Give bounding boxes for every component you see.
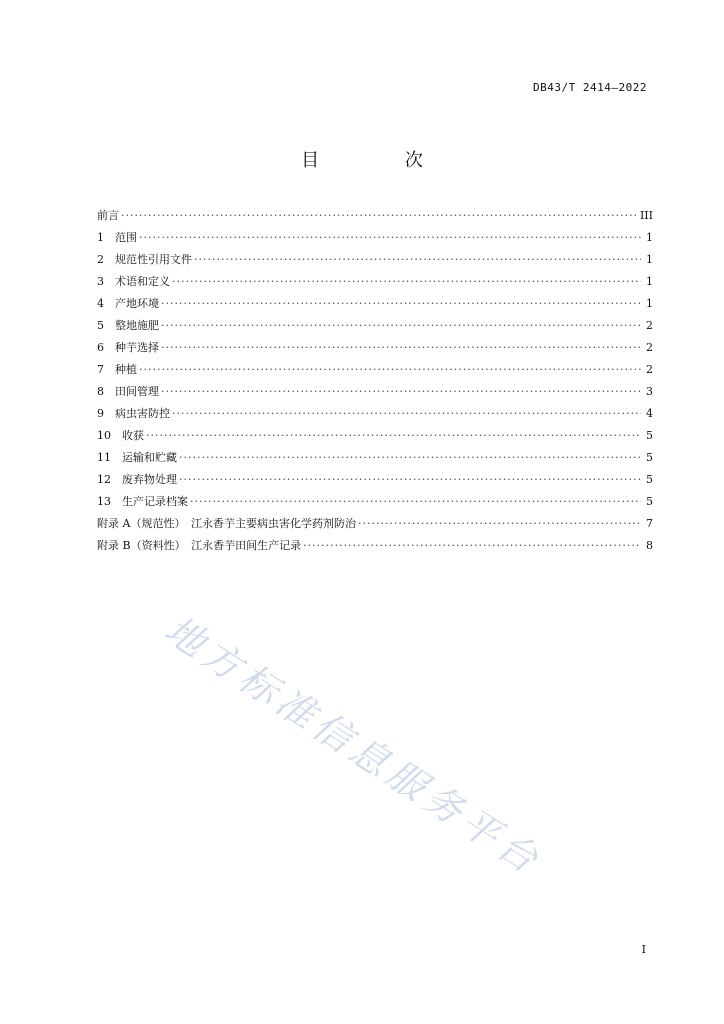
toc-entry-page: 1 — [646, 297, 653, 310]
toc-entry-5[interactable] — [97, 315, 653, 337]
toc-entry-page: 5 — [646, 473, 653, 486]
toc-leader-dots — [121, 205, 638, 227]
toc-leader-dots — [161, 315, 641, 337]
toc-entry-label: 13 生产记录档案 — [97, 495, 188, 508]
toc-entry-9[interactable] — [97, 403, 653, 425]
toc-leader-dots — [161, 337, 641, 359]
toc-entry-label: 11 运输和贮藏 — [97, 451, 177, 464]
toc-entry-page: 2 — [646, 363, 653, 376]
toc-entry-page: 5 — [646, 429, 653, 442]
page-title: 目 次 — [301, 150, 463, 171]
toc-entry-2[interactable] — [97, 249, 653, 271]
toc-entry-label: 7 种植 — [97, 363, 137, 376]
toc-leader-dots — [172, 271, 641, 293]
toc-entry-13[interactable] — [97, 491, 653, 513]
toc-leader-dots — [139, 227, 641, 249]
toc-entry-label: 4 产地环境 — [97, 297, 159, 310]
toc-leader-dots — [190, 491, 641, 513]
toc-entry-page: 5 — [646, 495, 653, 508]
toc-entry-8[interactable] — [97, 381, 653, 403]
toc-entry-label: 10 收获 — [97, 429, 144, 442]
toc-entry-3[interactable] — [97, 271, 653, 293]
toc-entry-label: 5 整地施肥 — [97, 319, 159, 332]
toc-entry-appendix-b[interactable] — [97, 535, 653, 557]
toc-leader-dots — [194, 249, 641, 271]
toc-entry-label: 9 病虫害防控 — [97, 407, 170, 420]
page-number: I — [641, 943, 646, 956]
toc-entry-label: 前言 — [97, 209, 119, 222]
toc-entry-preface[interactable] — [97, 205, 653, 227]
toc-entry-label: 8 田间管理 — [97, 385, 159, 398]
table-of-contents — [97, 205, 653, 557]
toc-entry-label: 附录 B（资料性） 江永香芋田间生产记录 — [97, 539, 302, 552]
toc-leader-dots — [303, 535, 641, 557]
toc-entry-page: 1 — [646, 275, 653, 288]
toc-entry-page: 3 — [646, 385, 653, 398]
toc-leader-dots — [179, 447, 641, 469]
toc-leader-dots — [161, 381, 641, 403]
toc-entry-6[interactable] — [97, 337, 653, 359]
toc-entry-label: 附录 A（规范性） 江永香芋主要病虫害化学药剂防治 — [97, 517, 356, 530]
toc-entry-page: 7 — [646, 517, 653, 530]
toc-entry-label: 2 规范性引用文件 — [97, 253, 192, 266]
toc-entry-page: 5 — [646, 451, 653, 464]
toc-entry-12[interactable] — [97, 469, 653, 491]
watermark: 地方标准信息服务平台 — [157, 607, 551, 885]
toc-entry-page: 1 — [646, 231, 653, 244]
toc-leader-dots — [172, 403, 641, 425]
toc-entry-page: 2 — [646, 341, 653, 354]
toc-entry-page: 2 — [646, 319, 653, 332]
toc-entry-10[interactable] — [97, 425, 653, 447]
toc-leader-dots — [358, 513, 641, 535]
toc-entry-1[interactable] — [97, 227, 653, 249]
toc-entry-label: 1 范围 — [97, 231, 137, 244]
toc-leader-dots — [146, 425, 641, 447]
toc-leader-dots — [179, 469, 641, 491]
toc-entry-page: 8 — [646, 539, 653, 552]
toc-entry-11[interactable] — [97, 447, 653, 469]
toc-leader-dots — [161, 293, 641, 315]
toc-entry-page: 4 — [646, 407, 653, 420]
toc-entry-appendix-a[interactable] — [97, 513, 653, 535]
toc-entry-label: 12 废弃物处理 — [97, 473, 177, 486]
toc-leader-dots — [139, 359, 641, 381]
toc-entry-page: 1 — [646, 253, 653, 266]
standard-number: DB43/T 2414—2022 — [533, 81, 647, 94]
toc-entry-4[interactable] — [97, 293, 653, 315]
toc-entry-label: 3 术语和定义 — [97, 275, 170, 288]
toc-entry-label: 6 种芋选择 — [97, 341, 159, 354]
toc-entry-page: III — [639, 209, 653, 222]
toc-entry-7[interactable] — [97, 359, 653, 381]
